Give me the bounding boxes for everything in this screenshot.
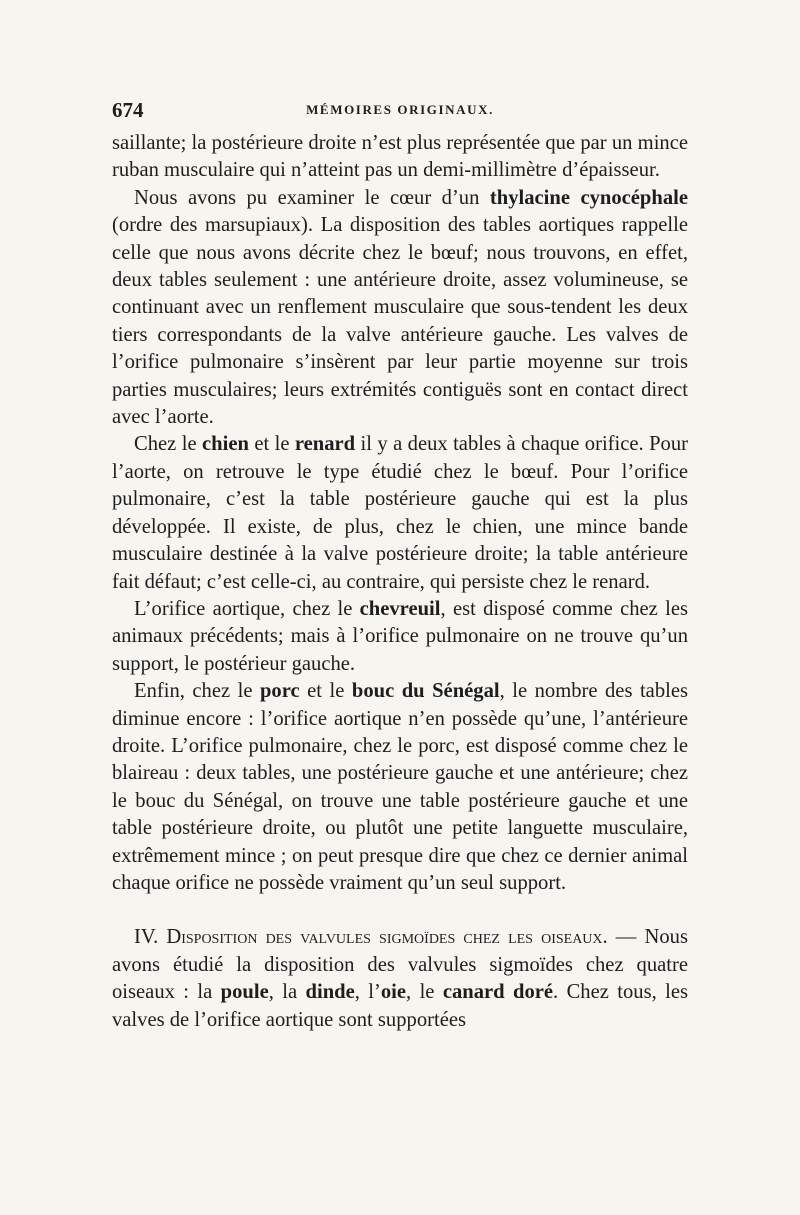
page-number: 674 xyxy=(112,98,144,122)
bird-name-poule: poule xyxy=(220,981,269,1004)
animal-name-bouc: bouc du Sénégal xyxy=(351,680,500,703)
text-run: , la xyxy=(268,981,306,1004)
text-run: — Nous avons étudié la disposition des valvules sigmoïdes chez quatre oiseaux : la xyxy=(112,926,688,1004)
text-run: Nous avons pu examiner le cœur d’un xyxy=(134,186,490,209)
text-run: Chez le xyxy=(134,433,202,456)
text-run: (ordre des marsupiaux). La disposition des tables aortiques rappelle celle que nous avons décrite chez le bœuf; nous trouvons, en effet, deux tables seulement : une antérieure droite, assez volumineuse, se continuant avec un renflement musculaire que sous-tendent les deux tiers correspondants de la valve antérieure gauche. Les valves de l’orifice pulmonaire s’insèrent par leur partie moyenne sur trois parties musculaires; leurs extrémités contiguës sont en contact direct avec l’aorte. xyxy=(112,214,688,429)
text-run: , l’ xyxy=(354,981,381,1004)
paragraph-chevreuil xyxy=(112,596,688,678)
paragraph-1 xyxy=(112,130,688,185)
section-iv-paragraph xyxy=(112,924,688,1034)
text-run: et le xyxy=(248,433,295,456)
bird-name-canard: canard doré xyxy=(442,981,554,1004)
paragraph-thylacine xyxy=(112,185,688,432)
animal-name-renard: renard xyxy=(294,433,356,456)
section-number: IV. xyxy=(134,926,167,949)
animal-name-thylacine: thylacine cynocéphale xyxy=(489,186,688,209)
paragraph-1-text: saillante; la postérieure droite n’est plus représentée que par un mince ruban musculaire qui n’atteint pas un demi-millimètre d’épaisseur. xyxy=(112,132,688,182)
paragraph-porc-bouc xyxy=(112,678,688,897)
text-run: et le xyxy=(299,680,352,703)
bird-name-dinde: dinde xyxy=(305,981,355,1004)
text-run: il y a deux tables à chaque orifice. Pour l’aorte, on retrouve le type étudié chez le bœuf. Pour l’orifice pulmonaire, c’est la table postérieure gauche qui est la plus développée. Il existe, de plus, chez le chien, une mince bande musculaire destinée à la valve postérieure droite; la table antérieure fait défaut; c’est celle-ci, au contraire, qui persiste chez le renard. xyxy=(112,433,688,593)
text-run: , est disposé comme chez les animaux précédents; mais à l’orifice pulmonaire on ne trouve qu’un support, le postérieur gauche. xyxy=(112,597,688,675)
animal-name-porc: porc xyxy=(259,680,300,703)
bird-name-oie: oie xyxy=(380,981,407,1004)
text-run: . Chez tous, les valves de l’orifice aortique sont supportées xyxy=(112,981,689,1031)
animal-name-chien: chien xyxy=(202,433,249,456)
text-run: , le nombre des tables diminue encore : l’orifice aortique n’en possède qu’une, l’antérieure droite. L’orifice pulmonaire, chez le porc, est disposé comme chez le blaireau : deux tables, une postérieure gauche et une antérieure; chez le bouc du Sénégal, on trouve une table postérieure gauche et une table postérieure droite, ou plutôt une petite languette musculaire, extrêmement mince ; on peut presque dire que chez ce dernier animal chaque orifice ne possède vraiment qu’un seul support. xyxy=(112,680,688,894)
body-text xyxy=(112,130,688,1034)
text-run: Enfin, chez le xyxy=(134,680,260,703)
page-header xyxy=(112,98,688,124)
section-heading: Disposition des valvules sigmoïdes chez les oiseaux. xyxy=(166,926,608,949)
animal-name-chevreuil: chevreuil xyxy=(359,597,441,620)
paragraph-chien-renard xyxy=(112,431,688,595)
running-title: MÉMOIRES ORIGINAUX. xyxy=(306,102,494,117)
text-run: L’orifice aortique, chez le xyxy=(134,597,360,620)
text-run: , le xyxy=(406,981,443,1004)
